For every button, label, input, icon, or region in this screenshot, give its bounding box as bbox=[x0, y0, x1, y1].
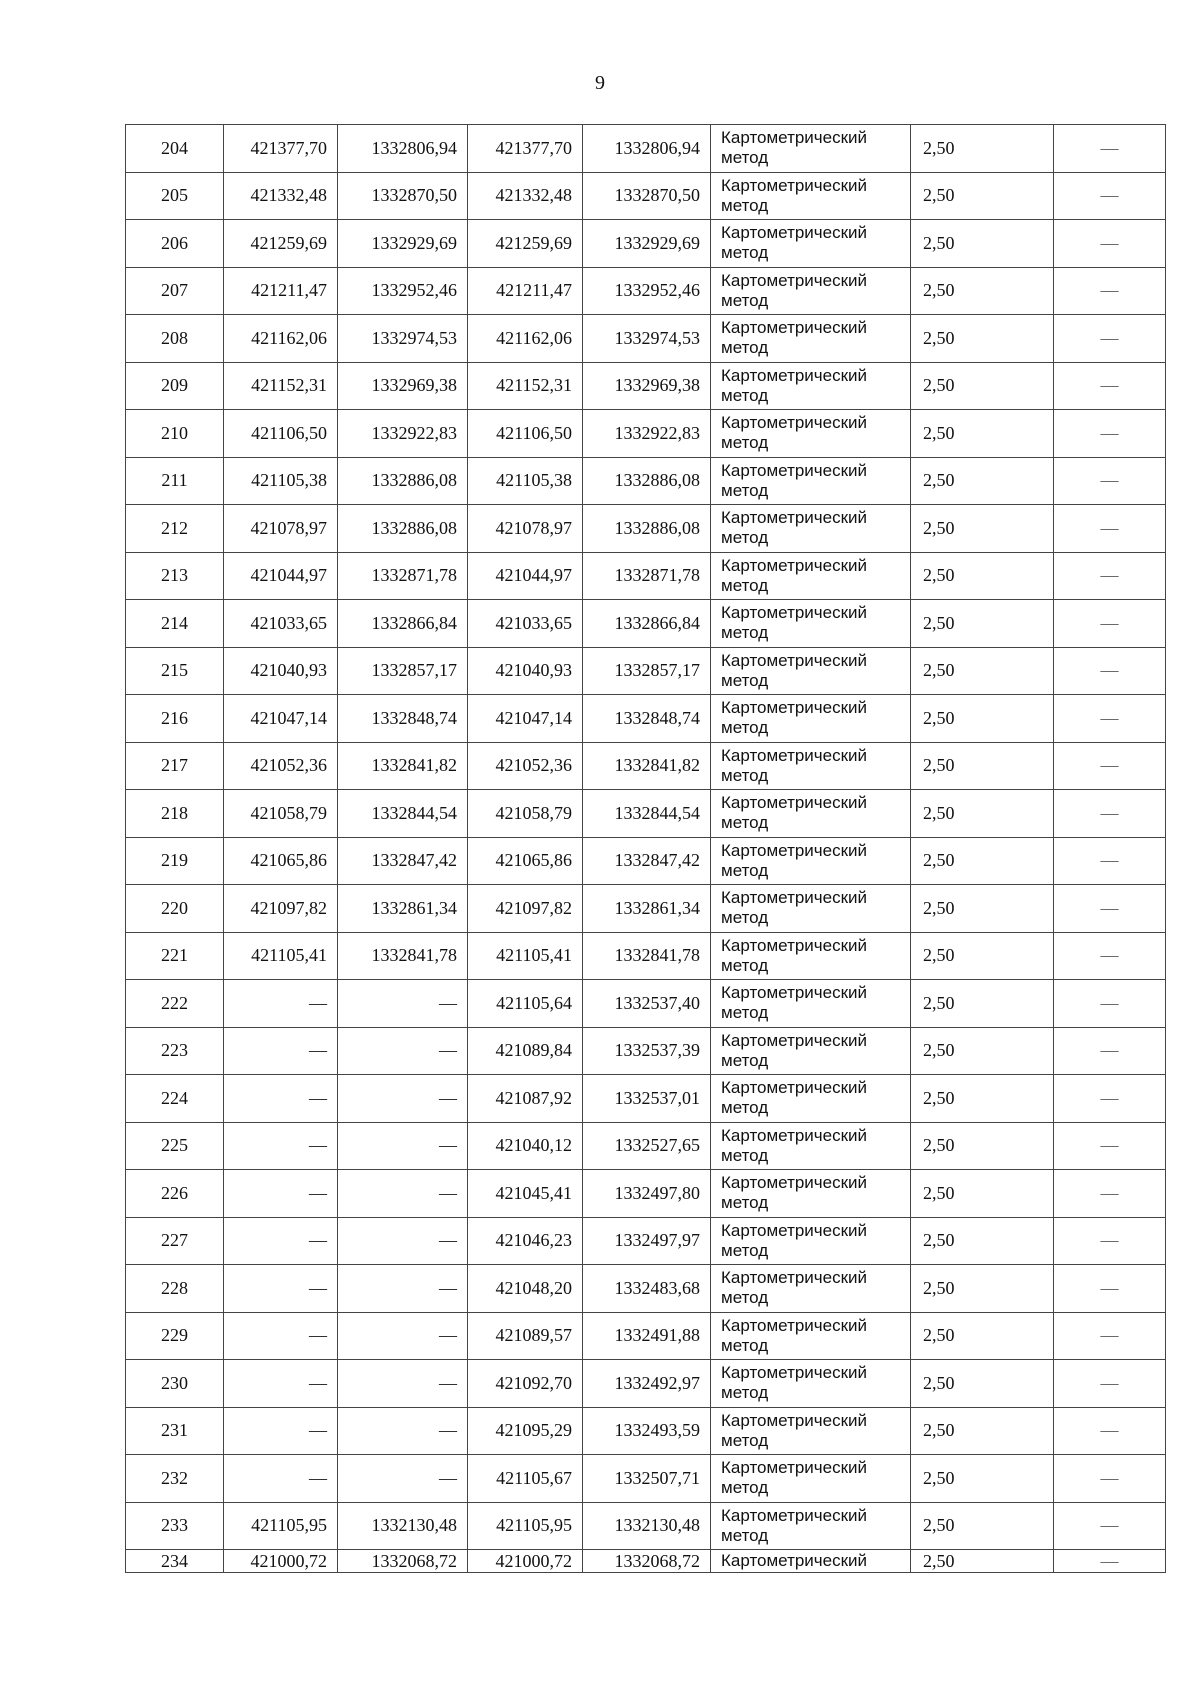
existing-x-cell: 421152,31 bbox=[224, 362, 338, 410]
method-cell: Картометрический метод bbox=[711, 1312, 911, 1360]
new-x-cell: 421259,69 bbox=[468, 220, 583, 268]
existing-y-cell: 1332870,50 bbox=[338, 172, 468, 220]
point-number-cell: 223 bbox=[126, 1027, 224, 1075]
accuracy-cell: 2,50 bbox=[911, 600, 1054, 648]
accuracy-cell: 2,50 bbox=[911, 742, 1054, 790]
existing-x-cell: — bbox=[224, 980, 338, 1028]
new-y-cell: 1332537,01 bbox=[583, 1075, 711, 1123]
new-y-cell: 1332493,59 bbox=[583, 1407, 711, 1455]
table-row bbox=[126, 885, 1166, 933]
method-cell: Картометрический метод bbox=[711, 742, 911, 790]
accuracy-cell: 2,50 bbox=[911, 220, 1054, 268]
method-cell: Картометрический метод bbox=[711, 1170, 911, 1218]
accuracy-cell: 2,50 bbox=[911, 552, 1054, 600]
new-x-cell: 421095,29 bbox=[468, 1407, 583, 1455]
point-number-cell: 224 bbox=[126, 1075, 224, 1123]
new-y-cell: 1332929,69 bbox=[583, 220, 711, 268]
note-cell: — bbox=[1054, 1312, 1166, 1360]
method-cell: Картометрический метод bbox=[711, 315, 911, 363]
existing-y-cell: 1332130,48 bbox=[338, 1502, 468, 1550]
method-cell: Картометрический метод bbox=[711, 1502, 911, 1550]
new-x-cell: 421044,97 bbox=[468, 552, 583, 600]
existing-x-cell: 421058,79 bbox=[224, 790, 338, 838]
note-cell: — bbox=[1054, 1502, 1166, 1550]
point-number-cell: 210 bbox=[126, 410, 224, 458]
new-y-cell: 1332806,94 bbox=[583, 125, 711, 173]
coordinates-table bbox=[125, 124, 1166, 1573]
note-cell: — bbox=[1054, 1455, 1166, 1503]
new-y-cell: 1332866,84 bbox=[583, 600, 711, 648]
table-row bbox=[126, 1170, 1166, 1218]
new-y-cell: 1332491,88 bbox=[583, 1312, 711, 1360]
existing-y-cell: 1332969,38 bbox=[338, 362, 468, 410]
note-cell: — bbox=[1054, 742, 1166, 790]
method-cell: Картометрический метод bbox=[711, 1075, 911, 1123]
accuracy-cell: 2,50 bbox=[911, 1407, 1054, 1455]
new-x-cell: 421152,31 bbox=[468, 362, 583, 410]
new-x-cell: 421078,97 bbox=[468, 505, 583, 553]
accuracy-cell: 2,50 bbox=[911, 1360, 1054, 1408]
existing-y-cell: 1332806,94 bbox=[338, 125, 468, 173]
accuracy-cell: 2,50 bbox=[911, 1217, 1054, 1265]
method-cell: Картометрический метод bbox=[711, 172, 911, 220]
note-cell: — bbox=[1054, 172, 1166, 220]
existing-x-cell: 421105,95 bbox=[224, 1502, 338, 1550]
existing-x-cell: — bbox=[224, 1312, 338, 1360]
new-x-cell: 421097,82 bbox=[468, 885, 583, 933]
point-number-cell: 208 bbox=[126, 315, 224, 363]
new-y-cell: 1332537,39 bbox=[583, 1027, 711, 1075]
method-cell: Картометрический метод bbox=[711, 362, 911, 410]
new-y-cell: 1332130,48 bbox=[583, 1502, 711, 1550]
new-x-cell: 421046,23 bbox=[468, 1217, 583, 1265]
existing-x-cell: 421078,97 bbox=[224, 505, 338, 553]
new-y-cell: 1332844,54 bbox=[583, 790, 711, 838]
new-y-cell: 1332841,78 bbox=[583, 932, 711, 980]
note-cell: — bbox=[1054, 410, 1166, 458]
table-row bbox=[126, 267, 1166, 315]
note-cell: — bbox=[1054, 315, 1166, 363]
new-y-cell: 1332497,80 bbox=[583, 1170, 711, 1218]
note-cell: — bbox=[1054, 885, 1166, 933]
new-y-cell: 1332886,08 bbox=[583, 505, 711, 553]
table-row bbox=[126, 1122, 1166, 1170]
note-cell: — bbox=[1054, 600, 1166, 648]
existing-x-cell: 421033,65 bbox=[224, 600, 338, 648]
method-cell: Картометрический bbox=[711, 1550, 911, 1573]
point-number-cell: 217 bbox=[126, 742, 224, 790]
new-y-cell: 1332886,08 bbox=[583, 457, 711, 505]
note-cell: — bbox=[1054, 647, 1166, 695]
new-y-cell: 1332483,68 bbox=[583, 1265, 711, 1313]
point-number-cell: 234 bbox=[126, 1550, 224, 1573]
existing-x-cell: — bbox=[224, 1455, 338, 1503]
note-cell: — bbox=[1054, 790, 1166, 838]
accuracy-cell: 2,50 bbox=[911, 267, 1054, 315]
new-x-cell: 421058,79 bbox=[468, 790, 583, 838]
new-y-cell: 1332492,97 bbox=[583, 1360, 711, 1408]
note-cell: — bbox=[1054, 837, 1166, 885]
table-row bbox=[126, 1455, 1166, 1503]
table-row bbox=[126, 1075, 1166, 1123]
new-y-cell: 1332952,46 bbox=[583, 267, 711, 315]
accuracy-cell: 2,50 bbox=[911, 647, 1054, 695]
note-cell: — bbox=[1054, 1407, 1166, 1455]
table-row bbox=[126, 695, 1166, 743]
page-number: 9 bbox=[595, 72, 605, 94]
note-cell: — bbox=[1054, 457, 1166, 505]
point-number-cell: 232 bbox=[126, 1455, 224, 1503]
accuracy-cell: 2,50 bbox=[911, 695, 1054, 743]
existing-x-cell: 421044,97 bbox=[224, 552, 338, 600]
existing-x-cell: — bbox=[224, 1265, 338, 1313]
point-number-cell: 214 bbox=[126, 600, 224, 648]
existing-y-cell: 1332848,74 bbox=[338, 695, 468, 743]
existing-x-cell: 421047,14 bbox=[224, 695, 338, 743]
accuracy-cell: 2,50 bbox=[911, 837, 1054, 885]
note-cell: — bbox=[1054, 362, 1166, 410]
method-cell: Картометрический метод bbox=[711, 1360, 911, 1408]
existing-y-cell: 1332886,08 bbox=[338, 505, 468, 553]
table-row bbox=[126, 172, 1166, 220]
point-number-cell: 222 bbox=[126, 980, 224, 1028]
note-cell: — bbox=[1054, 1170, 1166, 1218]
existing-x-cell: — bbox=[224, 1407, 338, 1455]
new-x-cell: 421105,95 bbox=[468, 1502, 583, 1550]
note-cell: — bbox=[1054, 932, 1166, 980]
accuracy-cell: 2,50 bbox=[911, 410, 1054, 458]
accuracy-cell: 2,50 bbox=[911, 1455, 1054, 1503]
accuracy-cell: 2,50 bbox=[911, 790, 1054, 838]
existing-y-cell: — bbox=[338, 1027, 468, 1075]
accuracy-cell: 2,50 bbox=[911, 172, 1054, 220]
accuracy-cell: 2,50 bbox=[911, 1312, 1054, 1360]
method-cell: Картометрический метод bbox=[711, 790, 911, 838]
new-y-cell: 1332527,65 bbox=[583, 1122, 711, 1170]
point-number-cell: 231 bbox=[126, 1407, 224, 1455]
new-x-cell: 421211,47 bbox=[468, 267, 583, 315]
point-number-cell: 211 bbox=[126, 457, 224, 505]
point-number-cell: 215 bbox=[126, 647, 224, 695]
method-cell: Картометрический метод bbox=[711, 980, 911, 1028]
new-x-cell: 421105,38 bbox=[468, 457, 583, 505]
existing-y-cell: 1332861,34 bbox=[338, 885, 468, 933]
existing-x-cell: — bbox=[224, 1360, 338, 1408]
new-y-cell: 1332847,42 bbox=[583, 837, 711, 885]
method-cell: Картометрический метод bbox=[711, 1122, 911, 1170]
method-cell: Картометрический метод bbox=[711, 1407, 911, 1455]
note-cell: — bbox=[1054, 1027, 1166, 1075]
existing-y-cell: — bbox=[338, 980, 468, 1028]
method-cell: Картометрический метод bbox=[711, 1217, 911, 1265]
new-y-cell: 1332922,83 bbox=[583, 410, 711, 458]
existing-x-cell: 421065,86 bbox=[224, 837, 338, 885]
accuracy-cell: 2,50 bbox=[911, 1502, 1054, 1550]
table-row bbox=[126, 505, 1166, 553]
method-cell: Картометрический метод bbox=[711, 1265, 911, 1313]
new-y-cell: 1332974,53 bbox=[583, 315, 711, 363]
table-row bbox=[126, 1550, 1166, 1573]
existing-y-cell: 1332841,78 bbox=[338, 932, 468, 980]
existing-y-cell: — bbox=[338, 1455, 468, 1503]
table-row bbox=[126, 410, 1166, 458]
new-x-cell: 421065,86 bbox=[468, 837, 583, 885]
new-x-cell: 421033,65 bbox=[468, 600, 583, 648]
existing-x-cell: 421259,69 bbox=[224, 220, 338, 268]
new-x-cell: 421040,93 bbox=[468, 647, 583, 695]
new-x-cell: 421106,50 bbox=[468, 410, 583, 458]
existing-y-cell: 1332866,84 bbox=[338, 600, 468, 648]
existing-y-cell: — bbox=[338, 1217, 468, 1265]
new-x-cell: 421045,41 bbox=[468, 1170, 583, 1218]
accuracy-cell: 2,50 bbox=[911, 885, 1054, 933]
new-y-cell: 1332870,50 bbox=[583, 172, 711, 220]
accuracy-cell: 2,50 bbox=[911, 1550, 1054, 1573]
accuracy-cell: 2,50 bbox=[911, 1122, 1054, 1170]
new-x-cell: 421087,92 bbox=[468, 1075, 583, 1123]
method-cell: Картометрический метод bbox=[711, 505, 911, 553]
accuracy-cell: 2,50 bbox=[911, 1027, 1054, 1075]
table-row bbox=[126, 1502, 1166, 1550]
existing-y-cell: 1332857,17 bbox=[338, 647, 468, 695]
existing-y-cell: — bbox=[338, 1075, 468, 1123]
point-number-cell: 220 bbox=[126, 885, 224, 933]
accuracy-cell: 2,50 bbox=[911, 1265, 1054, 1313]
table-row bbox=[126, 932, 1166, 980]
new-x-cell: 421047,14 bbox=[468, 695, 583, 743]
note-cell: — bbox=[1054, 1265, 1166, 1313]
accuracy-cell: 2,50 bbox=[911, 125, 1054, 173]
new-x-cell: 421052,36 bbox=[468, 742, 583, 790]
existing-x-cell: 421162,06 bbox=[224, 315, 338, 363]
new-x-cell: 421040,12 bbox=[468, 1122, 583, 1170]
table-row bbox=[126, 457, 1166, 505]
new-x-cell: 421092,70 bbox=[468, 1360, 583, 1408]
existing-x-cell: 421000,72 bbox=[224, 1550, 338, 1573]
existing-y-cell: — bbox=[338, 1360, 468, 1408]
new-y-cell: 1332857,17 bbox=[583, 647, 711, 695]
point-number-cell: 213 bbox=[126, 552, 224, 600]
table-row bbox=[126, 1217, 1166, 1265]
table-row bbox=[126, 980, 1166, 1028]
existing-y-cell: — bbox=[338, 1265, 468, 1313]
note-cell: — bbox=[1054, 125, 1166, 173]
note-cell: — bbox=[1054, 267, 1166, 315]
method-cell: Картометрический метод bbox=[711, 837, 911, 885]
existing-x-cell: 421211,47 bbox=[224, 267, 338, 315]
method-cell: Картометрический метод bbox=[711, 220, 911, 268]
accuracy-cell: 2,50 bbox=[911, 505, 1054, 553]
point-number-cell: 219 bbox=[126, 837, 224, 885]
point-number-cell: 233 bbox=[126, 1502, 224, 1550]
existing-y-cell: 1332929,69 bbox=[338, 220, 468, 268]
existing-x-cell: 421040,93 bbox=[224, 647, 338, 695]
existing-x-cell: — bbox=[224, 1027, 338, 1075]
note-cell: — bbox=[1054, 1550, 1166, 1573]
point-number-cell: 226 bbox=[126, 1170, 224, 1218]
note-cell: — bbox=[1054, 1075, 1166, 1123]
accuracy-cell: 2,50 bbox=[911, 980, 1054, 1028]
new-x-cell: 421089,57 bbox=[468, 1312, 583, 1360]
existing-y-cell: 1332886,08 bbox=[338, 457, 468, 505]
existing-x-cell: 421052,36 bbox=[224, 742, 338, 790]
point-number-cell: 207 bbox=[126, 267, 224, 315]
note-cell: — bbox=[1054, 220, 1166, 268]
existing-y-cell: 1332871,78 bbox=[338, 552, 468, 600]
note-cell: — bbox=[1054, 695, 1166, 743]
method-cell: Картометрический метод bbox=[711, 457, 911, 505]
new-x-cell: 421377,70 bbox=[468, 125, 583, 173]
new-x-cell: 421105,41 bbox=[468, 932, 583, 980]
table-row bbox=[126, 220, 1166, 268]
new-y-cell: 1332848,74 bbox=[583, 695, 711, 743]
new-x-cell: 421162,06 bbox=[468, 315, 583, 363]
table-row bbox=[126, 125, 1166, 173]
table-row bbox=[126, 600, 1166, 648]
existing-x-cell: — bbox=[224, 1075, 338, 1123]
method-cell: Картометрический метод bbox=[711, 125, 911, 173]
existing-x-cell: — bbox=[224, 1122, 338, 1170]
accuracy-cell: 2,50 bbox=[911, 457, 1054, 505]
method-cell: Картометрический метод bbox=[711, 267, 911, 315]
table-row bbox=[126, 1312, 1166, 1360]
method-cell: Картометрический метод bbox=[711, 600, 911, 648]
method-cell: Картометрический метод bbox=[711, 552, 911, 600]
method-cell: Картометрический метод bbox=[711, 932, 911, 980]
table-row bbox=[126, 552, 1166, 600]
new-x-cell: 421048,20 bbox=[468, 1265, 583, 1313]
existing-x-cell: 421106,50 bbox=[224, 410, 338, 458]
table-row bbox=[126, 742, 1166, 790]
table-row bbox=[126, 1027, 1166, 1075]
method-cell: Картометрический метод bbox=[711, 647, 911, 695]
table-row bbox=[126, 790, 1166, 838]
existing-y-cell: 1332952,46 bbox=[338, 267, 468, 315]
table-row bbox=[126, 362, 1166, 410]
point-number-cell: 204 bbox=[126, 125, 224, 173]
method-cell: Картометрический метод bbox=[711, 410, 911, 458]
new-y-cell: 1332537,40 bbox=[583, 980, 711, 1028]
table-row bbox=[126, 837, 1166, 885]
new-x-cell: 421105,67 bbox=[468, 1455, 583, 1503]
new-x-cell: 421332,48 bbox=[468, 172, 583, 220]
point-number-cell: 205 bbox=[126, 172, 224, 220]
accuracy-cell: 2,50 bbox=[911, 1170, 1054, 1218]
existing-x-cell: 421105,41 bbox=[224, 932, 338, 980]
table-row bbox=[126, 1407, 1166, 1455]
existing-y-cell: 1332841,82 bbox=[338, 742, 468, 790]
method-cell: Картометрический метод bbox=[711, 695, 911, 743]
table-row bbox=[126, 1360, 1166, 1408]
existing-x-cell: 421377,70 bbox=[224, 125, 338, 173]
new-y-cell: 1332507,71 bbox=[583, 1455, 711, 1503]
existing-x-cell: 421332,48 bbox=[224, 172, 338, 220]
existing-y-cell: — bbox=[338, 1312, 468, 1360]
point-number-cell: 227 bbox=[126, 1217, 224, 1265]
point-number-cell: 212 bbox=[126, 505, 224, 553]
method-cell: Картометрический метод bbox=[711, 1027, 911, 1075]
method-cell: Картометрический метод bbox=[711, 1455, 911, 1503]
note-cell: — bbox=[1054, 552, 1166, 600]
existing-y-cell: 1332844,54 bbox=[338, 790, 468, 838]
note-cell: — bbox=[1054, 980, 1166, 1028]
accuracy-cell: 2,50 bbox=[911, 1075, 1054, 1123]
existing-x-cell: 421105,38 bbox=[224, 457, 338, 505]
new-y-cell: 1332871,78 bbox=[583, 552, 711, 600]
point-number-cell: 225 bbox=[126, 1122, 224, 1170]
existing-x-cell: 421097,82 bbox=[224, 885, 338, 933]
existing-y-cell: 1332922,83 bbox=[338, 410, 468, 458]
table-row bbox=[126, 647, 1166, 695]
point-number-cell: 230 bbox=[126, 1360, 224, 1408]
point-number-cell: 229 bbox=[126, 1312, 224, 1360]
existing-y-cell: 1332847,42 bbox=[338, 837, 468, 885]
point-number-cell: 209 bbox=[126, 362, 224, 410]
point-number-cell: 206 bbox=[126, 220, 224, 268]
existing-x-cell: — bbox=[224, 1217, 338, 1265]
accuracy-cell: 2,50 bbox=[911, 932, 1054, 980]
table-row bbox=[126, 315, 1166, 363]
existing-y-cell: — bbox=[338, 1407, 468, 1455]
point-number-cell: 218 bbox=[126, 790, 224, 838]
existing-x-cell: — bbox=[224, 1170, 338, 1218]
existing-y-cell: 1332974,53 bbox=[338, 315, 468, 363]
accuracy-cell: 2,50 bbox=[911, 362, 1054, 410]
note-cell: — bbox=[1054, 1360, 1166, 1408]
table-row bbox=[126, 1265, 1166, 1313]
existing-y-cell: 1332068,72 bbox=[338, 1550, 468, 1573]
new-x-cell: 421105,64 bbox=[468, 980, 583, 1028]
note-cell: — bbox=[1054, 1217, 1166, 1265]
point-number-cell: 228 bbox=[126, 1265, 224, 1313]
new-y-cell: 1332861,34 bbox=[583, 885, 711, 933]
new-y-cell: 1332841,82 bbox=[583, 742, 711, 790]
new-y-cell: 1332969,38 bbox=[583, 362, 711, 410]
point-number-cell: 216 bbox=[126, 695, 224, 743]
existing-y-cell: — bbox=[338, 1122, 468, 1170]
new-y-cell: 1332497,97 bbox=[583, 1217, 711, 1265]
new-y-cell: 1332068,72 bbox=[583, 1550, 711, 1573]
method-cell: Картометрический метод bbox=[711, 885, 911, 933]
existing-y-cell: — bbox=[338, 1170, 468, 1218]
new-x-cell: 421089,84 bbox=[468, 1027, 583, 1075]
new-x-cell: 421000,72 bbox=[468, 1550, 583, 1573]
note-cell: — bbox=[1054, 1122, 1166, 1170]
point-number-cell: 221 bbox=[126, 932, 224, 980]
note-cell: — bbox=[1054, 505, 1166, 553]
accuracy-cell: 2,50 bbox=[911, 315, 1054, 363]
